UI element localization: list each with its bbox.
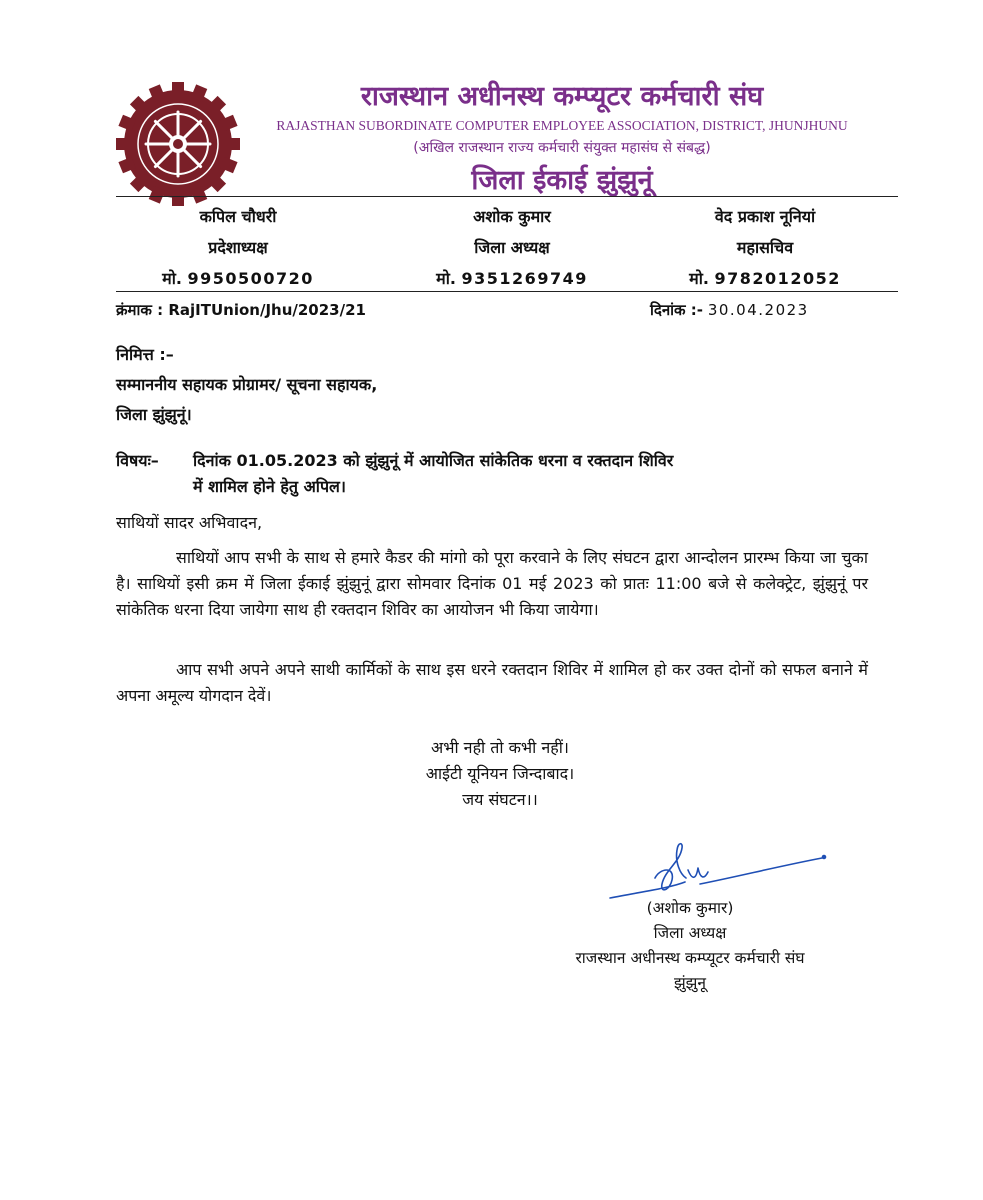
official-phone: 9351269749 bbox=[461, 269, 588, 288]
official-title: प्रदेशाध्यक्ष bbox=[208, 238, 268, 257]
recipient-line: जिला झुंझुनूं। bbox=[116, 405, 192, 424]
header-divider-bottom bbox=[116, 291, 898, 292]
slogan-line: अभी नही तो कभी नहीं। bbox=[430, 738, 569, 757]
recipient-line: निमित्त :– bbox=[116, 345, 174, 364]
official-district-president bbox=[392, 201, 632, 294]
phone-label: मो. bbox=[436, 269, 456, 288]
signatory-org: राजस्थान अधीनस्थ कम्प्यूटर कर्मचारी संघ bbox=[575, 949, 805, 967]
org-name-english: RAJASTHAN SUBORDINATE COMPUTER EMPLOYEE ASSOCIATION, DISTRICT, JHUNJHUNU bbox=[276, 118, 848, 133]
signatory-block bbox=[520, 896, 860, 996]
recipient-line: सम्माननीय सहायक प्रोग्रामर/ सूचना सहायक, bbox=[116, 375, 378, 394]
body-paragraph: साथियों आप सभी के साथ से हमारे कैडर की मांगो को पूरा करवाने के लिए संघटन द्वारा आन्दोलन प्रारम्भ किया जा चुका है। साथियों इसी क्रम में जिला ईकाई झुंझुनूं द्वारा सोमवार दिनांक 01 मई 2023 को प्रातः 11:00 बजे से कलेक्ट्रेट, झुंझुनूं पर सांकेतिक धरना दिया जायेगा साथ ही रक्तदान शिविर का आयोजन भी किया जायेगा। bbox=[116, 548, 868, 619]
letter-date bbox=[650, 300, 809, 320]
official-state-president bbox=[118, 201, 358, 294]
affiliation-line: (अखिल राजस्थान राज्य कर्मचारी संयुक्त महासंघ से संबद्ध) bbox=[413, 140, 711, 156]
date-label: दिनांक :- bbox=[650, 301, 704, 319]
slogans bbox=[300, 735, 700, 813]
association-logo bbox=[116, 82, 240, 206]
official-phone: 9950500720 bbox=[187, 269, 314, 288]
official-name: वेद प्रकाश नूनियां bbox=[714, 207, 816, 226]
subject-text: में शामिल होने हेतु अपिल। bbox=[193, 477, 346, 496]
signatory-title: जिला अध्यक्ष bbox=[653, 924, 727, 942]
official-name: कपिल चौधरी bbox=[199, 207, 277, 226]
official-title: जिला अध्यक्ष bbox=[474, 238, 550, 257]
subject-text: दिनांक 01.05.2023 को झुंझुनूं में आयोजित सांकेतिक धरना व रक्तदान शिविर bbox=[193, 451, 674, 470]
slogan-line: जय संघटन।। bbox=[462, 790, 538, 809]
official-phone: 9782012052 bbox=[714, 269, 841, 288]
subject-block bbox=[116, 448, 868, 500]
header-divider-top bbox=[116, 196, 898, 197]
phone-label: मो. bbox=[162, 269, 182, 288]
reference-number bbox=[116, 300, 366, 320]
district-unit-title: जिला ईकाई झुंझुनूं bbox=[471, 165, 653, 196]
phone-label: मो. bbox=[689, 269, 709, 288]
slogan-line: आईटी यूनियन जिन्दाबाद। bbox=[425, 764, 575, 783]
signatory-name: (अशोक कुमार) bbox=[646, 899, 734, 917]
reference-label: क्रंमाक : bbox=[116, 301, 164, 319]
org-name-hindi: राजस्थान अधीनस्थ कम्प्यूटर कर्मचारी संघ bbox=[360, 81, 764, 112]
date-value: 30.04.2023 bbox=[707, 301, 809, 319]
recipient-block bbox=[116, 340, 377, 430]
body-paragraph: आप सभी अपने अपने साथी कार्मिकों के साथ इस धरने रक्तदान शिविर में शामिल हो कर उक्त दोनों को सफल बनाने में अपना अमूल्य योगदान देवें। bbox=[116, 660, 868, 705]
salutation: साथियों सादर अभिवादन, bbox=[116, 513, 263, 532]
signatory-place: झुंझुनू bbox=[673, 974, 707, 992]
reference-value: RajITUnion/Jhu/2023/21 bbox=[168, 301, 366, 319]
official-general-secretary bbox=[645, 201, 885, 294]
official-title: महासचिव bbox=[736, 238, 794, 257]
official-name: अशोक कुमार bbox=[473, 207, 551, 226]
subject-label: विषयः– bbox=[116, 451, 159, 470]
